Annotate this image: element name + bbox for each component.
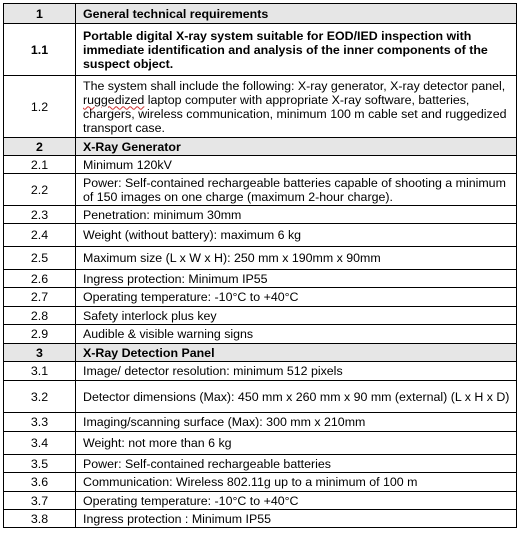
requirement-text: Imaging/scanning surface (Max): 300 mm x 210mm [76,413,517,432]
spellcheck-flagged-word: ruggedized [83,92,145,107]
requirement-row [4,325,517,344]
requirement-row [4,247,517,270]
requirement-row [4,307,517,325]
requirement-row [4,413,517,432]
requirement-row [4,510,517,528]
requirement-text: Operating temperature: -10°C to +40°C [76,288,517,307]
requirement-row [4,206,517,224]
item-number: 1.1 [4,24,76,76]
requirement-row [4,270,517,288]
item-number: 2.6 [4,270,76,288]
requirement-text-part: laptop computer with appropriate X-ray software, batteries, chargers, wireless communication, minimum 100 m cable set and ruggedized transport case. [83,92,507,135]
item-number: 3.1 [4,362,76,381]
requirement-text: Weight: not more than 6 kg [76,432,517,455]
requirement-text: Ingress protection : Minimum IP55 [76,510,517,528]
requirement-row [4,24,517,76]
requirement-text: Weight (without battery): maximum 6 kg [76,224,517,247]
item-number: 3.5 [4,455,76,473]
requirement-text: Ingress protection: Minimum IP55 [76,270,517,288]
requirement-text: Power: Self-contained rechargeable batteries [76,455,517,473]
section-title: General technical requirements [76,4,517,24]
section-row [4,138,517,156]
item-number: 3.8 [4,510,76,528]
requirement-row [4,156,517,174]
item-number: 1.2 [4,76,76,138]
requirement-text: Detector dimensions (Max): 450 mm x 260 mm x 90 mm (external) (L x H x D) [76,381,517,413]
requirement-text: Penetration: minimum 30mm [76,206,517,224]
requirement-row [4,432,517,455]
item-number: 2.5 [4,247,76,270]
requirement-row [4,492,517,510]
requirement-text [76,76,517,138]
item-number: 3.3 [4,413,76,432]
requirement-row [4,224,517,247]
requirement-row [4,473,517,492]
item-number: 2.7 [4,288,76,307]
requirement-text: Audible & visible warning signs [76,325,517,344]
requirement-row [4,381,517,413]
item-number: 3 [4,344,76,362]
requirement-text-part: The system shall include the following: X-ray generator, X-ray detector panel, [83,78,506,93]
requirement-row [4,362,517,381]
requirement-text: Operating temperature: -10°C to +40°C [76,492,517,510]
requirement-row [4,455,517,473]
requirement-text: Power: Self-contained rechargeable batteries capable of shooting a minimum of 150 images on one charge (maximum 2-hour charge). [76,174,517,206]
requirement-text: Minimum 120kV [76,156,517,174]
section-title: X-Ray Generator [76,138,517,156]
item-number: 1 [4,4,76,24]
item-number: 2.3 [4,206,76,224]
item-number: 2.8 [4,307,76,325]
requirement-text: Portable digital X-ray system suitable for EOD/IED inspection with immediate identification and analysis of the inner components of the suspect object. [76,24,517,76]
item-number: 2 [4,138,76,156]
requirement-row [4,288,517,307]
requirements-table-body [4,4,517,528]
requirement-row [4,76,517,138]
requirement-text: Safety interlock plus key [76,307,517,325]
item-number: 3.4 [4,432,76,455]
requirements-table [3,3,517,528]
requirement-text: Image/ detector resolution: minimum 512 pixels [76,362,517,381]
item-number: 2.9 [4,325,76,344]
section-title: X-Ray Detection Panel [76,344,517,362]
item-number: 2.1 [4,156,76,174]
section-row [4,344,517,362]
requirement-row [4,174,517,206]
item-number: 2.2 [4,174,76,206]
item-number: 3.6 [4,473,76,492]
item-number: 3.2 [4,381,76,413]
section-row [4,4,517,24]
item-number: 3.7 [4,492,76,510]
item-number: 2.4 [4,224,76,247]
requirement-text: Maximum size (L x W x H): 250 mm x 190mm x 90mm [76,247,517,270]
requirement-text: Communication: Wireless 802.11g up to a minimum of 100 m [76,473,517,492]
